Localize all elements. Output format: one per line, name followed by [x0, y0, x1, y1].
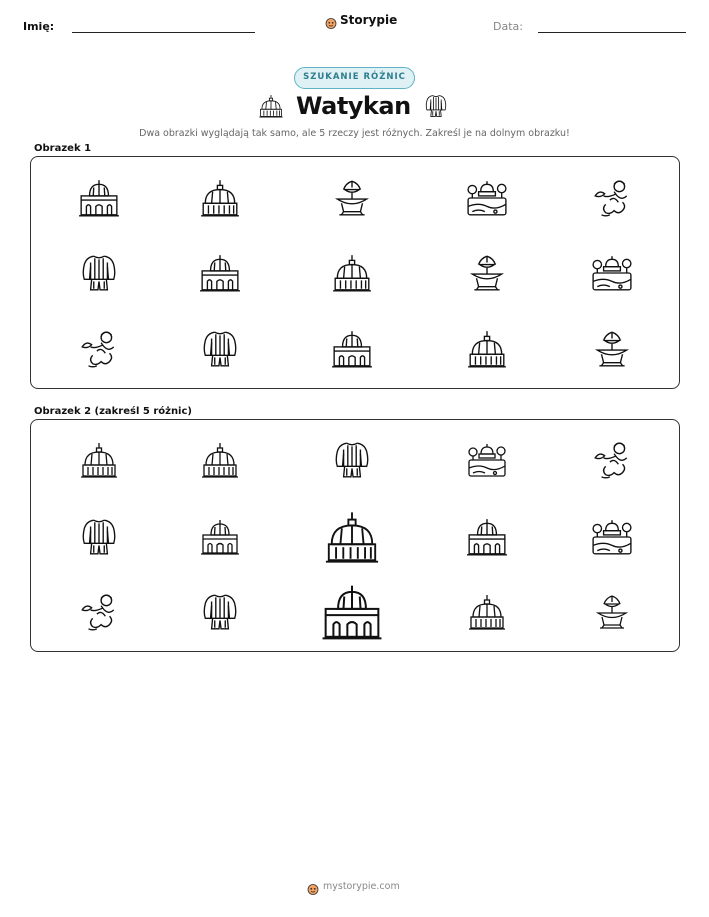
dome-icon [258, 92, 286, 122]
picture1-item [199, 177, 241, 219]
picture2-item[interactable] [78, 516, 120, 558]
activity-badge: SZUKANIE RÓŻNIC [294, 67, 415, 89]
instructions: Dwa obrazki wyglądają tak samo, ale 5 rzeczy jest różnych. Zakreśl je na dolnym obrazku! [139, 128, 570, 139]
guard-uniform-icon [199, 591, 241, 633]
basilica-icon [78, 177, 120, 219]
basilica-icon [199, 252, 241, 294]
basilica-icon [200, 517, 240, 557]
picture1-item [78, 328, 120, 370]
picture1-item [78, 177, 120, 219]
picture2-item[interactable] [200, 440, 240, 480]
page-title: Watykan [296, 92, 411, 120]
picture1-item [331, 177, 373, 219]
angel-icon [591, 439, 633, 481]
picture2-label: Obrazek 2 (zakreśl 5 różnic) [34, 406, 192, 417]
guard-uniform-icon [78, 252, 120, 294]
garden-icon [591, 252, 633, 294]
picture2-item[interactable] [591, 516, 633, 558]
picture1-item [466, 252, 508, 294]
footer [307, 880, 400, 892]
picture2-item[interactable] [199, 591, 241, 633]
angel-icon [591, 177, 633, 219]
picture2-item[interactable] [592, 592, 632, 632]
name-label: Imię: [23, 20, 55, 33]
fountain-icon [331, 177, 373, 219]
picture1-item [466, 177, 508, 219]
dome-icon [199, 177, 241, 219]
title-row [0, 90, 709, 124]
picture1-item [199, 252, 241, 294]
date-label: Data: [493, 20, 523, 33]
footer-url: mystorypie.com [323, 880, 400, 892]
dome-icon [466, 328, 508, 370]
picture1-item [331, 328, 373, 370]
angel-icon [78, 328, 120, 370]
fountain-icon [591, 328, 633, 370]
garden-icon [466, 177, 508, 219]
picture1-item [591, 328, 633, 370]
basilica-icon [331, 328, 373, 370]
picture2-item[interactable] [467, 592, 507, 632]
picture2-item[interactable] [591, 439, 633, 481]
picture2-item[interactable] [79, 440, 119, 480]
dome-icon [79, 440, 119, 480]
name-line[interactable] [72, 32, 255, 33]
guard-uniform-icon [423, 92, 451, 122]
picture1-item [199, 328, 241, 370]
fountain-icon [466, 252, 508, 294]
garden-icon [467, 440, 507, 480]
dome-icon [323, 508, 381, 566]
picture2-item[interactable] [467, 440, 507, 480]
fountain-icon [592, 592, 632, 632]
picture1-label: Obrazek 1 [34, 143, 92, 154]
brand-name: Storypie [340, 13, 398, 27]
picture2-item[interactable] [331, 439, 373, 481]
picture1-item [466, 328, 508, 370]
picture2-item[interactable] [321, 581, 383, 643]
picture1-item [331, 252, 373, 294]
storypie-logo-icon [307, 880, 319, 892]
dome-icon [200, 440, 240, 480]
picture1-item [78, 252, 120, 294]
guard-uniform-icon [78, 516, 120, 558]
picture1-item [591, 252, 633, 294]
guard-uniform-icon [199, 328, 241, 370]
garden-icon [591, 516, 633, 558]
date-line[interactable] [538, 32, 686, 33]
storypie-logo-icon [325, 14, 337, 26]
dome-icon [467, 592, 507, 632]
angel-icon [78, 591, 120, 633]
guard-uniform-icon [331, 439, 373, 481]
picture1-item [591, 177, 633, 219]
picture2-item[interactable] [466, 516, 508, 558]
picture2-item[interactable] [78, 591, 120, 633]
dome-icon [331, 252, 373, 294]
picture2-item[interactable] [200, 517, 240, 557]
basilica-icon [321, 581, 383, 643]
brand [325, 13, 397, 27]
basilica-icon [466, 516, 508, 558]
picture2-item[interactable] [323, 508, 381, 566]
